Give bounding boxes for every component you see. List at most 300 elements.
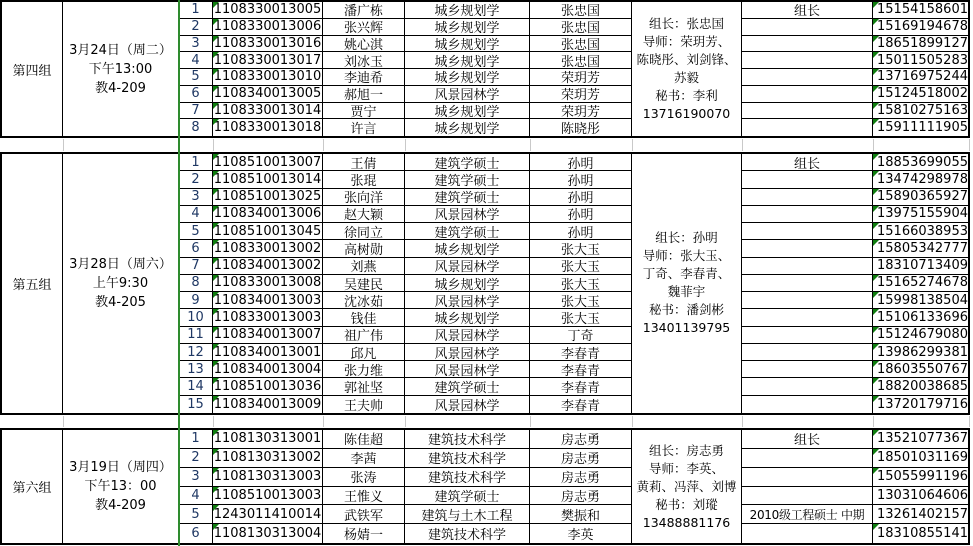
major-cell[interactable]: 城乡规划学	[405, 275, 530, 292]
advisor-cell[interactable]: 荣玥芳	[530, 86, 632, 103]
major-cell[interactable]: 城乡规划学	[405, 52, 530, 69]
student-id-cell[interactable]: 1108510013007	[213, 154, 322, 170]
student-id-cell[interactable]: 1108330013005	[213, 2, 322, 18]
phone-cell[interactable]: 18651899127	[873, 36, 968, 53]
separator-gridline	[873, 416, 874, 427]
schedule-cell[interactable]	[63, 430, 179, 543]
group-info-line: 组长：张忠国	[648, 16, 724, 31]
text-format-indicator-icon	[873, 344, 879, 350]
role-cell[interactable]	[742, 206, 873, 223]
role-cell[interactable]	[742, 344, 873, 361]
advisor-cell[interactable]: 陈晓彤	[530, 119, 632, 136]
student-name-cell[interactable]: 李迪希	[323, 69, 405, 86]
row-number-cell[interactable]: 4	[179, 206, 213, 223]
text-format-indicator-icon	[873, 275, 879, 281]
row-number-cell[interactable]: 3	[179, 189, 213, 206]
phone-cell[interactable]: 13975155904	[873, 206, 968, 223]
row-number-cell[interactable]: 12	[179, 344, 213, 361]
group-info-line: 陈晓彤、刘剑锋、	[636, 52, 737, 67]
text-format-indicator-icon	[873, 449, 879, 455]
group-info-line: 组长：孙明	[655, 230, 718, 246]
advisor-cell[interactable]: 张忠国	[530, 2, 632, 19]
major-cell[interactable]: 风景园林学	[405, 258, 530, 275]
student-name-cell[interactable]: 张涛	[323, 468, 405, 487]
role-cell[interactable]	[742, 327, 873, 344]
phone-cell[interactable]: 15055991196	[873, 468, 968, 487]
student-id-cell[interactable]: 1108330013002	[213, 240, 322, 256]
schedule-line: 下午13：00	[84, 479, 157, 494]
role-cell[interactable]	[742, 103, 873, 120]
major-cell[interactable]: 风景园林学	[405, 344, 530, 361]
role-cell[interactable]	[742, 258, 873, 275]
separator-gridline	[742, 139, 743, 151]
role-cell[interactable]	[742, 240, 873, 257]
separator-gridline	[632, 139, 633, 151]
major-cell[interactable]: 建筑技术科学	[405, 524, 530, 543]
major-cell[interactable]: 建筑技术科学	[405, 449, 530, 468]
row-number-cell[interactable]: 6	[179, 86, 213, 103]
student-id-cell[interactable]: 1108510013014	[213, 171, 322, 187]
role-cell[interactable]	[742, 449, 873, 468]
advisor-cell[interactable]: 李春青	[530, 361, 632, 378]
text-format-indicator-icon	[213, 69, 219, 75]
text-format-indicator-icon	[213, 2, 219, 8]
text-format-indicator-icon	[213, 468, 219, 474]
major-cell[interactable]: 风景园林学	[405, 86, 530, 103]
role-cell[interactable]	[742, 275, 873, 292]
role-cell[interactable]	[742, 396, 873, 413]
row-number-cell[interactable]: 3	[179, 36, 213, 53]
row-number-cell[interactable]: 1	[179, 154, 213, 171]
row-number-cell[interactable]: 8	[179, 275, 213, 292]
phone-cell[interactable]: 13521077367	[873, 430, 968, 449]
separator-gridline	[530, 139, 531, 151]
phone-cell[interactable]: 15124518002	[873, 86, 968, 103]
student-name-cell[interactable]: 许言	[323, 119, 405, 136]
text-format-indicator-icon	[213, 430, 219, 436]
group-table	[0, 428, 970, 545]
group-info-line: 导师：李英、	[648, 460, 724, 476]
row-number-cell[interactable]: 5	[179, 69, 213, 86]
row-number-cell[interactable]: 5	[179, 223, 213, 240]
student-id-cell[interactable]: 1108340013006	[213, 206, 322, 222]
student-name-cell[interactable]: 张力维	[323, 361, 405, 378]
group-name-cell[interactable]: 第六组	[2, 430, 63, 543]
student-id-cell[interactable]: 1108340013001	[213, 344, 322, 360]
major-cell[interactable]: 建筑学硕士	[405, 189, 530, 206]
text-format-indicator-icon	[213, 449, 219, 455]
role-cell[interactable]	[742, 189, 873, 206]
text-format-indicator-icon	[213, 223, 219, 229]
text-format-indicator-icon	[213, 154, 219, 160]
major-cell[interactable]: 城乡规划学	[405, 309, 530, 326]
major-cell[interactable]: 城乡规划学	[405, 19, 530, 36]
major-cell[interactable]: 建筑学硕士	[405, 378, 530, 395]
group-info-line: 秘书：李利	[655, 88, 718, 103]
text-format-indicator-icon	[213, 524, 219, 530]
text-format-indicator-icon	[873, 2, 879, 8]
major-cell[interactable]: 城乡规划学	[405, 69, 530, 86]
student-id-cell[interactable]: 1108340013002	[213, 258, 322, 274]
advisor-cell[interactable]: 孙明	[530, 154, 632, 171]
student-id-cell[interactable]: 1108130313002	[213, 449, 323, 468]
phone-cell[interactable]: 15805342777	[873, 240, 968, 257]
row-number-cell[interactable]: 2	[179, 449, 213, 468]
student-id-cell[interactable]: 1108330013010	[213, 69, 322, 85]
text-format-indicator-icon	[873, 468, 879, 474]
role-cell[interactable]	[742, 69, 873, 86]
text-format-indicator-icon	[213, 292, 219, 298]
student-id-cell[interactable]: 1108130313001	[213, 430, 323, 449]
text-format-indicator-icon	[873, 103, 879, 109]
role-cell[interactable]	[742, 524, 873, 543]
separator-gridline	[405, 416, 406, 427]
advisor-cell[interactable]: 孙明	[530, 189, 632, 206]
separator-gridline	[63, 416, 64, 427]
text-format-indicator-icon	[213, 119, 219, 125]
phone-cell[interactable]: 15169194678	[873, 19, 968, 36]
group-name-cell[interactable]: 第五组	[2, 154, 63, 413]
advisor-cell[interactable]: 张忠国	[530, 36, 632, 53]
major-cell[interactable]: 建筑学硕士	[405, 223, 530, 240]
text-format-indicator-icon	[873, 524, 879, 530]
text-format-indicator-icon	[213, 206, 219, 212]
text-format-indicator-icon	[873, 292, 879, 298]
group-info-line: 13716190070	[642, 106, 731, 121]
student-id-cell[interactable]: 1108330013014	[213, 102, 322, 118]
row-number-cell[interactable]: 15	[179, 396, 213, 413]
schedule-line: 3月28日（周六）	[69, 256, 172, 272]
text-format-indicator-icon	[213, 361, 219, 367]
advisor-cell[interactable]: 荣玥芳	[530, 103, 632, 120]
text-format-indicator-icon	[213, 327, 219, 333]
role-cell[interactable]	[742, 487, 873, 506]
text-format-indicator-icon	[873, 396, 879, 402]
row-number-cell[interactable]: 4	[179, 487, 213, 506]
group-info-line: 苏毅	[673, 70, 699, 85]
text-format-indicator-icon	[873, 86, 879, 92]
role-cell[interactable]	[742, 119, 873, 136]
major-cell[interactable]: 城乡规划学	[405, 119, 530, 136]
text-format-indicator-icon	[213, 505, 219, 511]
text-format-indicator-icon	[873, 240, 879, 246]
phone-cell[interactable]: 15911111905	[873, 119, 968, 136]
student-id-cell[interactable]: 1108130313004	[213, 526, 322, 542]
text-format-indicator-icon	[873, 36, 879, 42]
separator-gridline	[213, 139, 214, 151]
role-cell[interactable]: 组长	[742, 154, 873, 171]
text-format-indicator-icon	[873, 327, 879, 333]
advisor-cell[interactable]: 李春青	[530, 378, 632, 395]
separator-gridline	[63, 139, 64, 151]
text-format-indicator-icon	[213, 240, 219, 246]
role-cell[interactable]	[742, 19, 873, 36]
group-info-line: 丁奇、李春青、	[642, 266, 731, 282]
major-cell[interactable]: 建筑学硕士	[405, 154, 530, 171]
student-name-cell[interactable]: 陈佳超	[323, 430, 405, 449]
role-cell[interactable]	[742, 52, 873, 69]
student-name-cell[interactable]: 祖广伟	[323, 327, 405, 344]
phone-cell[interactable]: 13716975244	[873, 69, 968, 86]
row-number-cell[interactable]: 8	[179, 119, 213, 136]
advisor-cell[interactable]: 房志勇	[530, 449, 632, 468]
student-name-cell[interactable]: 王夫帅	[323, 396, 405, 413]
group-info-cell[interactable]	[632, 154, 742, 413]
text-format-indicator-icon	[213, 344, 219, 350]
row-number-cell[interactable]: 1	[179, 2, 213, 19]
text-format-indicator-icon	[213, 19, 219, 25]
phone-cell[interactable]: 13261402157	[873, 505, 968, 524]
major-cell[interactable]: 建筑技术科学	[405, 468, 530, 487]
text-format-indicator-icon	[213, 86, 219, 92]
group-info-line: 导师：荣玥芳、	[642, 34, 731, 49]
advisor-cell[interactable]: 房志勇	[530, 487, 632, 506]
student-id-cell[interactable]: 1108330013016	[213, 35, 322, 51]
student-name-cell[interactable]: 潘广栋	[323, 2, 405, 19]
student-id-cell[interactable]: 1108330013017	[213, 52, 322, 68]
row-number-cell[interactable]: 13	[179, 361, 213, 378]
role-cell[interactable]	[742, 171, 873, 188]
student-name-cell[interactable]: 武铁军	[323, 505, 405, 524]
row-number-cell[interactable]: 2	[179, 19, 213, 36]
group-info-cell[interactable]	[632, 2, 742, 136]
phone-cell[interactable]: 18310713409	[873, 258, 968, 275]
row-number-cell[interactable]: 1	[179, 430, 213, 449]
major-cell[interactable]: 建筑技术科学	[405, 430, 530, 449]
separator-gridline	[323, 139, 324, 151]
row-number-cell[interactable]: 9	[179, 292, 213, 309]
group-info-line: 13401139795	[642, 320, 731, 336]
phone-cell[interactable]: 15810275163	[873, 103, 968, 120]
major-cell[interactable]: 城乡规划学	[405, 240, 530, 257]
separator-gridline	[969, 139, 970, 151]
phone-cell[interactable]: 15154158601	[873, 2, 968, 19]
group-info-line: 秘书：刘瑽	[655, 496, 718, 512]
phone-cell[interactable]: 18820038685	[873, 378, 968, 395]
student-name-cell[interactable]: 赵大颖	[323, 206, 405, 223]
advisor-cell[interactable]: 张大玉	[530, 309, 632, 326]
row-number-cell[interactable]: 6	[179, 524, 213, 543]
student-id-cell[interactable]: 1108510013003	[213, 487, 323, 506]
row-number-cell[interactable]: 6	[179, 240, 213, 257]
role-cell[interactable]	[742, 86, 873, 103]
text-format-indicator-icon	[213, 275, 219, 281]
text-format-indicator-icon	[873, 309, 879, 315]
advisor-cell[interactable]: 张大玉	[530, 275, 632, 292]
role-cell[interactable]: 组长	[742, 2, 873, 19]
advisor-cell[interactable]: 房志勇	[530, 430, 632, 449]
schedule-cell[interactable]	[63, 154, 179, 413]
group-name-cell[interactable]: 第四组	[2, 2, 63, 136]
phone-cell[interactable]: 15890365927	[873, 189, 968, 206]
student-name-cell[interactable]: 刘燕	[323, 258, 405, 275]
group-info-line: 黄莉、冯萍、刘博	[636, 478, 737, 494]
role-cell[interactable]	[742, 223, 873, 240]
student-name-cell[interactable]: 张向洋	[323, 189, 405, 206]
student-name-cell[interactable]: 徐同立	[323, 223, 405, 240]
role-cell[interactable]	[742, 292, 873, 309]
student-name-cell[interactable]: 王惟义	[323, 487, 405, 506]
advisor-cell[interactable]: 张忠国	[530, 19, 632, 36]
advisor-cell[interactable]: 孙明	[530, 206, 632, 223]
separator-gridline	[405, 139, 406, 151]
text-format-indicator-icon	[873, 119, 879, 125]
advisor-cell[interactable]: 房志勇	[530, 468, 632, 487]
role-cell[interactable]: 组长	[742, 430, 873, 449]
role-cell[interactable]	[742, 378, 873, 395]
major-cell[interactable]: 风景园林学	[405, 206, 530, 223]
text-format-indicator-icon	[213, 396, 219, 402]
advisor-cell[interactable]: 李英	[530, 524, 632, 543]
student-name-cell[interactable]: 张琨	[323, 171, 405, 188]
text-format-indicator-icon	[873, 69, 879, 75]
group-info-line: 魏菲宇	[667, 284, 706, 300]
major-cell[interactable]: 风景园林学	[405, 361, 530, 378]
advisor-cell[interactable]: 张大玉	[530, 258, 632, 275]
schedule-line: 3月19日（周四）	[69, 460, 172, 475]
page-break-line	[178, 0, 180, 546]
advisor-cell[interactable]: 张大玉	[530, 292, 632, 309]
major-cell[interactable]: 建筑与土木工程	[405, 505, 530, 524]
separator-gridline	[213, 416, 214, 427]
role-cell[interactable]	[742, 309, 873, 326]
schedule-line: 教4-209	[95, 80, 146, 96]
text-format-indicator-icon	[873, 361, 879, 367]
advisor-cell[interactable]: 张忠国	[530, 52, 632, 69]
row-number-cell[interactable]: 10	[179, 309, 213, 326]
phone-cell[interactable]: 15124679080	[873, 327, 968, 344]
group-info-line: 组长：房志勇	[648, 442, 724, 458]
major-cell[interactable]: 风景园林学	[405, 292, 530, 309]
phone-cell[interactable]: 13986299381	[873, 344, 968, 361]
student-id-cell[interactable]: 1108510013036	[213, 379, 322, 395]
advisor-cell[interactable]: 李春青	[530, 344, 632, 361]
student-name-cell[interactable]: 吴建民	[323, 275, 405, 292]
student-id-cell[interactable]: 1243011410014	[213, 505, 323, 524]
student-id-cell[interactable]: 1108510013025	[213, 189, 322, 205]
role-cell[interactable]: 2010级工程硕士 中期	[742, 505, 873, 524]
advisor-cell[interactable]: 孙明	[530, 223, 632, 240]
student-id-cell[interactable]: 1108340013004	[213, 361, 322, 377]
role-cell[interactable]	[742, 468, 873, 487]
advisor-cell[interactable]: 李春青	[530, 396, 632, 413]
row-number-cell[interactable]: 3	[179, 468, 213, 487]
text-format-indicator-icon	[873, 19, 879, 25]
advisor-cell[interactable]: 张大玉	[530, 240, 632, 257]
student-id-cell[interactable]: 1108340013003	[213, 292, 322, 308]
student-name-cell[interactable]: 张兴辉	[323, 19, 405, 36]
phone-cell[interactable]: 15165274678	[873, 275, 968, 292]
text-format-indicator-icon	[873, 189, 879, 195]
major-cell[interactable]: 建筑学硕士	[405, 487, 530, 506]
advisor-cell[interactable]: 丁奇	[530, 327, 632, 344]
phone-cell[interactable]: 18603550767	[873, 361, 968, 378]
separator-gridline	[530, 416, 531, 427]
role-cell[interactable]	[742, 361, 873, 378]
separator-gridline	[742, 416, 743, 427]
advisor-cell[interactable]: 樊振和	[530, 505, 632, 524]
schedule-cell[interactable]	[63, 2, 179, 136]
row-number-cell[interactable]: 7	[179, 258, 213, 275]
major-cell[interactable]: 建筑学硕士	[405, 171, 530, 188]
phone-cell[interactable]: 18853699055	[873, 154, 968, 171]
phone-cell[interactable]: 15998138504	[873, 292, 968, 309]
phone-cell[interactable]: 15166038953	[873, 223, 968, 240]
student-name-cell[interactable]: 郝旭一	[323, 86, 405, 103]
role-cell[interactable]	[742, 36, 873, 53]
text-format-indicator-icon	[213, 171, 219, 177]
separator-gridline	[873, 139, 874, 151]
student-id-cell[interactable]: 1108340013005	[213, 86, 322, 102]
row-number-cell[interactable]: 4	[179, 52, 213, 69]
student-id-cell[interactable]: 1108340013009	[213, 396, 322, 412]
text-format-indicator-icon	[213, 309, 219, 315]
advisor-cell[interactable]: 荣玥芳	[530, 69, 632, 86]
student-id-cell[interactable]: 1108330013008	[213, 275, 322, 291]
row-number-cell[interactable]: 2	[179, 171, 213, 188]
group-table	[0, 0, 970, 138]
group-info-line: 13488881176	[642, 514, 731, 530]
phone-cell[interactable]: 13474298978	[873, 171, 968, 188]
major-cell[interactable]: 风景园林学	[405, 327, 530, 344]
text-format-indicator-icon	[873, 171, 879, 177]
phone-cell[interactable]: 13031064606	[873, 487, 968, 506]
schedule-line: 教4-209	[95, 498, 146, 513]
major-cell[interactable]: 风景园林学	[405, 396, 530, 413]
advisor-cell[interactable]: 孙明	[530, 171, 632, 188]
schedule-line: 教4-205	[95, 294, 146, 310]
major-cell[interactable]: 城乡规划学	[405, 2, 530, 19]
student-name-cell[interactable]: 刘冰玉	[323, 52, 405, 69]
major-cell[interactable]: 城乡规划学	[405, 36, 530, 53]
student-name-cell[interactable]: 郭祉坚	[323, 378, 405, 395]
row-number-cell[interactable]: 11	[179, 327, 213, 344]
text-format-indicator-icon	[213, 487, 219, 493]
student-id-cell[interactable]: 1108130313003	[213, 468, 323, 487]
phone-cell[interactable]: 15106133696	[873, 309, 968, 326]
text-format-indicator-icon	[213, 258, 219, 264]
text-format-indicator-icon	[213, 189, 219, 195]
student-id-cell[interactable]: 1108510013045	[213, 223, 322, 239]
student-name-cell[interactable]: 钱佳	[323, 309, 405, 326]
phone-cell[interactable]: 15011505283	[873, 52, 968, 69]
student-name-cell[interactable]: 高树勋	[323, 240, 405, 257]
student-name-cell[interactable]: 李茜	[323, 449, 405, 468]
student-id-cell[interactable]: 1108330013018	[213, 120, 322, 136]
student-name-cell[interactable]: 贾宁	[323, 103, 405, 120]
schedule-line: 3月24日（周二）	[69, 42, 172, 58]
student-name-cell[interactable]: 沈冰茹	[323, 292, 405, 309]
phone-cell[interactable]: 18501031169	[873, 449, 968, 468]
student-name-cell[interactable]: 杨婧一	[323, 524, 405, 543]
phone-cell[interactable]: 13720179716	[873, 396, 968, 413]
student-id-cell[interactable]: 1108340013007	[213, 327, 322, 343]
row-number-cell[interactable]: 14	[179, 378, 213, 395]
text-format-indicator-icon	[213, 36, 219, 42]
student-name-cell[interactable]: 姚心淇	[323, 36, 405, 53]
row-number-cell[interactable]: 7	[179, 103, 213, 120]
student-id-cell[interactable]: 1108330013006	[213, 19, 322, 35]
group-info-cell[interactable]	[632, 430, 742, 543]
row-number-cell[interactable]: 5	[179, 505, 213, 524]
student-name-cell[interactable]: 邱凡	[323, 344, 405, 361]
phone-cell[interactable]: 18310855141	[873, 524, 968, 543]
text-format-indicator-icon	[213, 103, 219, 109]
student-id-cell[interactable]: 1108330013003	[213, 310, 322, 326]
group-info-line: 秘书：潘剑彬	[648, 302, 724, 318]
major-cell[interactable]: 城乡规划学	[405, 103, 530, 120]
student-name-cell[interactable]: 王倩	[323, 154, 405, 171]
